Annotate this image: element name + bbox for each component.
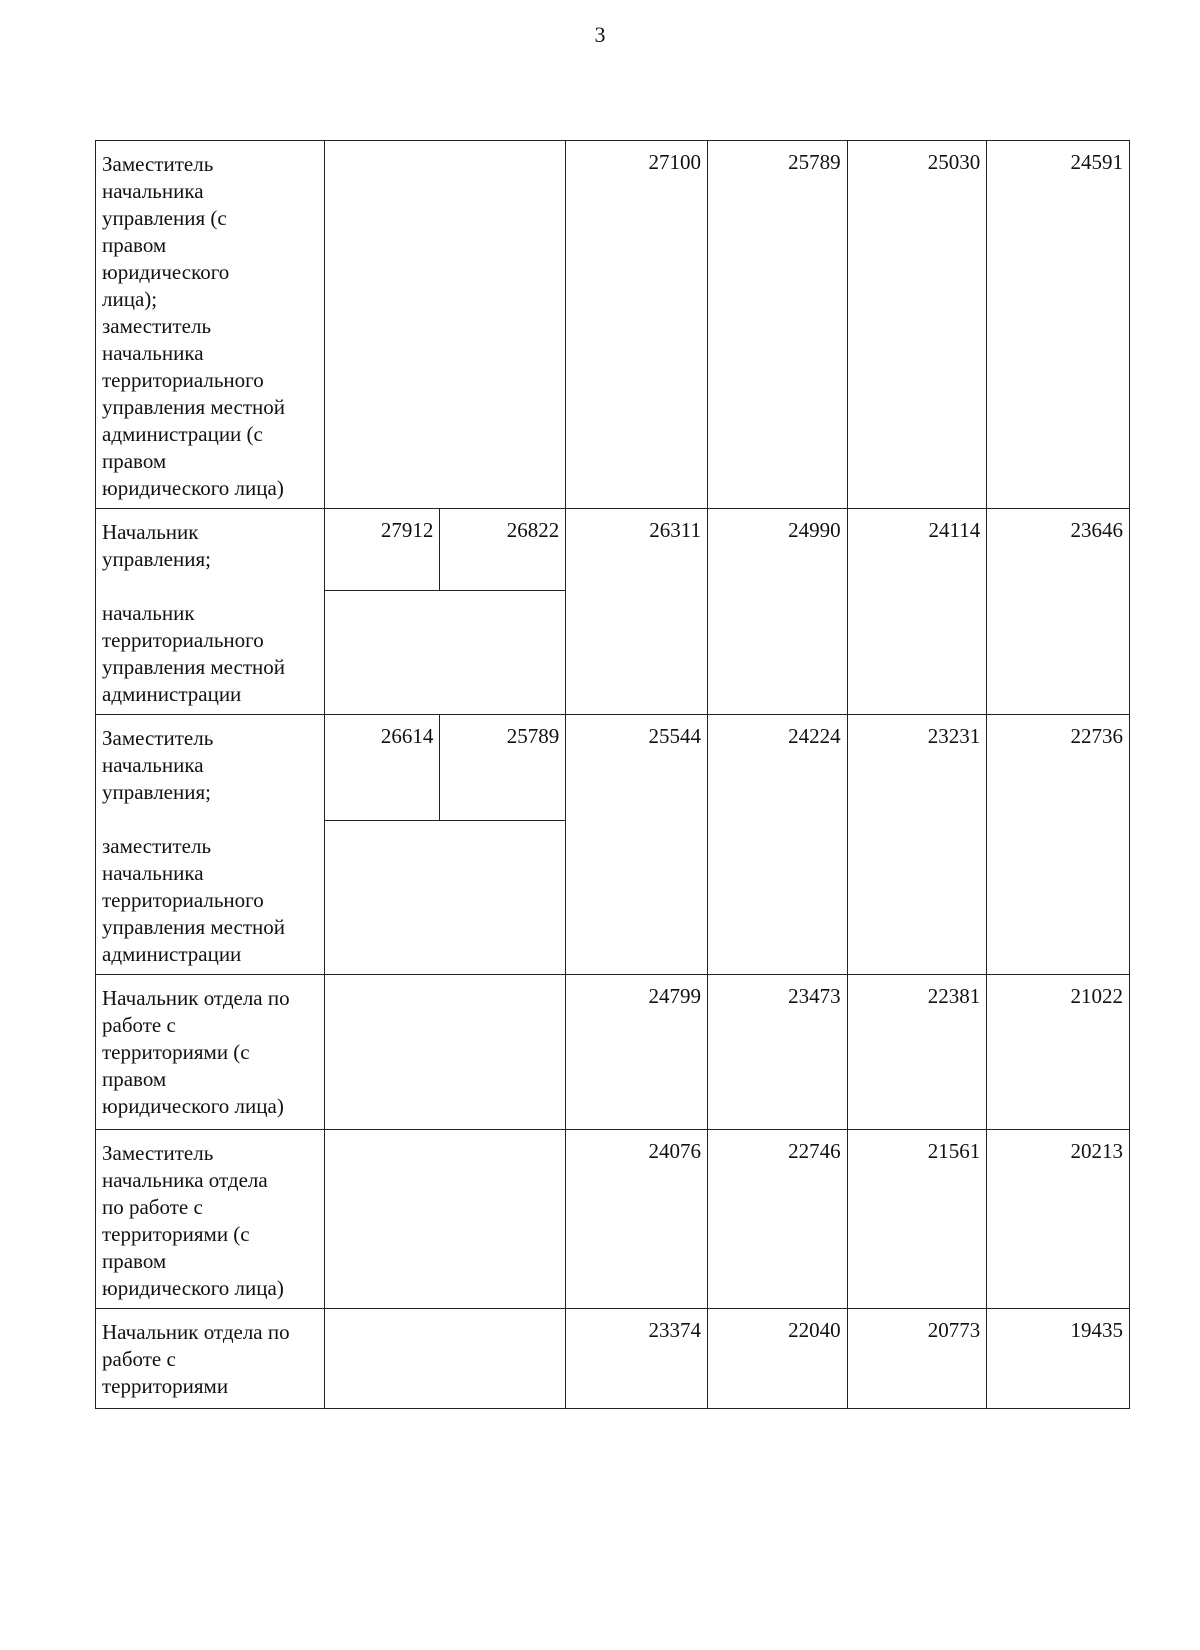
value-cell: 26311 xyxy=(566,509,708,715)
empty-cell xyxy=(324,820,565,974)
empty-cell xyxy=(324,975,565,1130)
sub-value-cell: 25789 xyxy=(440,715,566,821)
page-number: 3 xyxy=(594,22,606,47)
value-cell: 25544 xyxy=(566,715,708,975)
position-name-line: начальника отдела xyxy=(102,1168,268,1192)
position-name-line: управления местной xyxy=(102,395,285,419)
position-name-line: начальника xyxy=(102,341,204,365)
position-name-line: управления; xyxy=(102,547,211,571)
empty-cell xyxy=(324,1309,565,1409)
position-name-line: администрации xyxy=(102,682,242,706)
value-cell: 19435 xyxy=(987,1309,1130,1409)
value-cell: 24076 xyxy=(566,1130,708,1309)
value-cell: 23231 xyxy=(847,715,987,975)
value-cell: 22746 xyxy=(707,1130,847,1309)
sub-value-cell: 26614 xyxy=(324,715,439,821)
position-name-line: управления местной xyxy=(102,655,285,679)
table-row xyxy=(96,509,1130,591)
position-name-line: Заместитель xyxy=(102,152,214,176)
position-name-line: начальника xyxy=(102,861,204,885)
position-name-line: начальника xyxy=(102,753,204,777)
sub-value-cell: 26822 xyxy=(440,509,566,591)
position-name-line: территориального xyxy=(102,628,264,652)
position-name-line: управления (с xyxy=(102,206,227,230)
line-spacer xyxy=(102,806,318,833)
value-cell: 22040 xyxy=(707,1309,847,1409)
line-spacer xyxy=(102,573,318,600)
table-row xyxy=(96,715,1130,821)
position-name-line: по работе с xyxy=(102,1195,203,1219)
position-name-line: юридического лица) xyxy=(102,1094,284,1118)
empty-cell xyxy=(324,591,565,715)
position-name-line: правом xyxy=(102,1249,167,1273)
position-name-line: юридического лица) xyxy=(102,476,284,500)
position-name-cell xyxy=(96,715,325,975)
position-name-line: правом xyxy=(102,1067,167,1091)
position-name-cell xyxy=(96,1309,325,1409)
position-name-line: Заместитель xyxy=(102,1141,214,1165)
value-cell: 24990 xyxy=(707,509,847,715)
empty-cell xyxy=(324,1130,565,1309)
position-name-line: управления местной xyxy=(102,915,285,939)
position-name-line: работе с xyxy=(102,1347,176,1371)
position-name-line: Начальник отдела по xyxy=(102,1320,290,1344)
value-cell: 24591 xyxy=(987,141,1130,509)
value-cell: 25789 xyxy=(707,141,847,509)
position-name-line: заместитель xyxy=(102,314,212,338)
position-name-line: территориями xyxy=(102,1374,229,1398)
value-cell: 22736 xyxy=(987,715,1130,975)
value-cell: 21561 xyxy=(847,1130,987,1309)
position-name-line: Заместитель xyxy=(102,726,214,750)
value-cell: 24114 xyxy=(847,509,987,715)
sub-value-cell: 27912 xyxy=(324,509,439,591)
position-name-line: Начальник отдела по xyxy=(102,986,290,1010)
table-row xyxy=(96,141,1130,509)
position-name-line: администрации xyxy=(102,942,242,966)
position-name-line: управления; xyxy=(102,780,211,804)
position-name-line: территориями (с xyxy=(102,1222,250,1246)
value-cell: 21022 xyxy=(987,975,1130,1130)
position-name-line: начальник xyxy=(102,601,195,625)
position-name-line: правом xyxy=(102,449,167,473)
value-cell: 27100 xyxy=(566,141,708,509)
position-name-line: Начальник xyxy=(102,520,199,544)
table-row xyxy=(96,975,1130,1130)
position-name-cell xyxy=(96,1130,325,1309)
value-cell: 23646 xyxy=(987,509,1130,715)
value-cell: 23374 xyxy=(566,1309,708,1409)
value-cell: 22381 xyxy=(847,975,987,1130)
position-name-line: юридического лица) xyxy=(102,1276,284,1300)
value-cell: 25030 xyxy=(847,141,987,509)
position-name-cell xyxy=(96,141,325,509)
position-name-line: юридического xyxy=(102,260,230,284)
value-cell: 24799 xyxy=(566,975,708,1130)
position-name-line: территориального xyxy=(102,888,264,912)
position-name-cell xyxy=(96,509,325,715)
position-name-line: правом xyxy=(102,233,167,257)
value-cell: 20773 xyxy=(847,1309,987,1409)
position-name-line: заместитель xyxy=(102,834,212,858)
value-cell: 20213 xyxy=(987,1130,1130,1309)
table-row xyxy=(96,1130,1130,1309)
position-name-line: начальника xyxy=(102,179,204,203)
empty-cell xyxy=(324,141,565,509)
position-name-line: территориального xyxy=(102,368,264,392)
position-name-line: территориями (с xyxy=(102,1040,250,1064)
table-row xyxy=(96,1309,1130,1409)
value-cell: 24224 xyxy=(707,715,847,975)
position-name-line: администрации (с xyxy=(102,422,263,446)
value-cell: 23473 xyxy=(707,975,847,1130)
position-name-line: лица); xyxy=(102,287,158,311)
position-name-cell xyxy=(96,975,325,1130)
salary-table xyxy=(95,140,1130,1409)
position-name-line: работе с xyxy=(102,1013,176,1037)
